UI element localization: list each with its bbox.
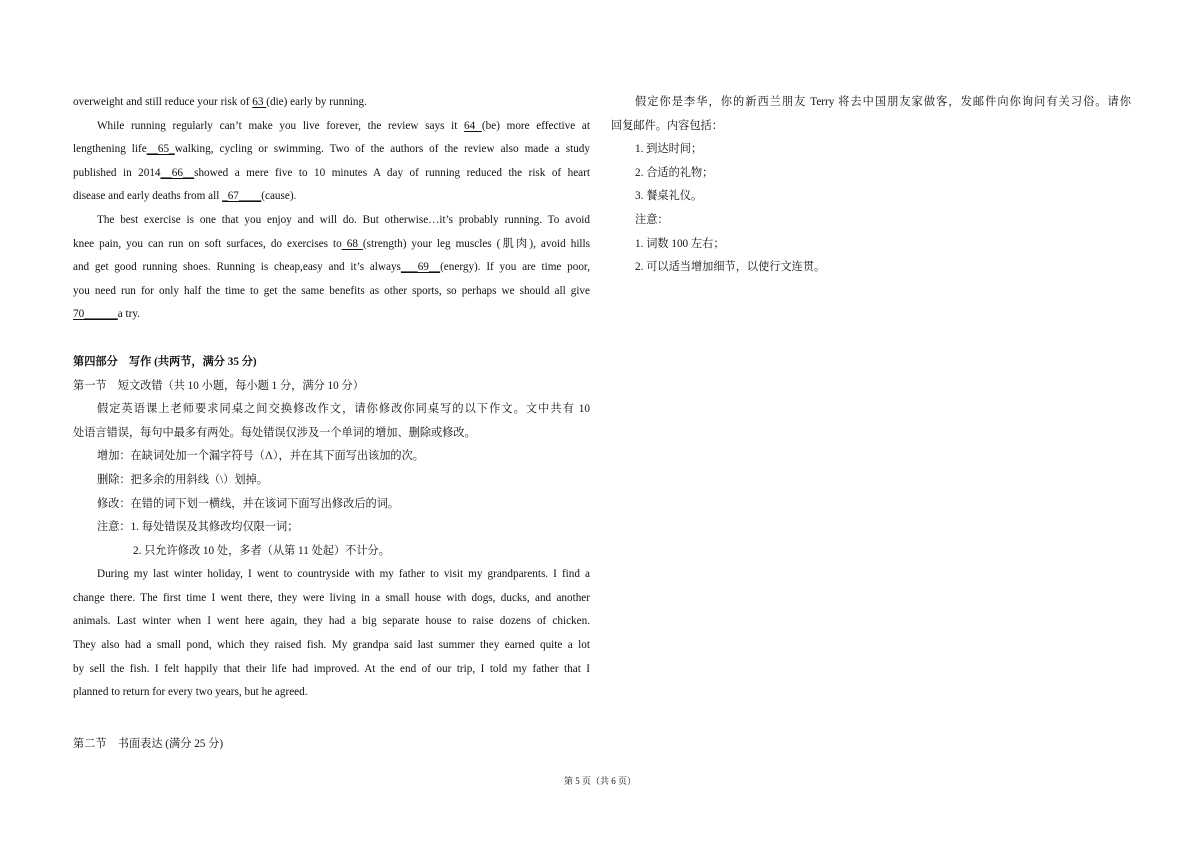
prompt-line: 假定你是李华，你的新西兰朋友 Terry 将去中国朋友家做客，发邮件向你询问有关习俗。请你 (635, 96, 1131, 108)
text-line: disease and early deaths from all _67____(cause). (73, 190, 297, 203)
rule-delete: 删除：把多余的用斜线（\）划掉。 (97, 473, 268, 486)
note-line: 2. 只允许修改 10 处，多者（从第 11 处起）不计分。 (133, 544, 390, 557)
writing-part (73, 351, 590, 563)
blank-66: __66__ (160, 166, 195, 179)
section-title: 第一节 短文改错（共 10 小题，每小题 1 分，满分 10 分） (73, 379, 364, 392)
rule-modify: 修改：在错的词下划一横线，并在该词下面写出修改后的词。 (97, 497, 400, 510)
content-item: 1. 到达时间； (635, 143, 703, 156)
blank-67: _67____ (222, 190, 262, 203)
text-line: and get good running shoes. Running is cheap,easy and it’s always___69__(energy). If you are time poor, (73, 261, 590, 274)
instruction-line: 假定英语课上老师要求同桌之间交换修改作文，请你修改你同桌写的以下作文。文中共有 10 (97, 403, 590, 416)
blank-69: ___69__ (400, 261, 441, 274)
essay-line: During my last winter holiday, I went to countryside with my father to visit my grandparents. I find a (97, 568, 590, 581)
instruction-line: 处语言错误，每句中最多有两处。每处错误仅涉及一个单词的增加、删除或修改。 (73, 426, 476, 439)
text-line: knee pain, you can run on soft surfaces, do exercises to 68 (strength) your leg muscles (肌肉), avoid hills (73, 237, 591, 250)
rule-add: 增加：在缺词处加一个漏字符号（Λ），并在其下面写出该加的次。 (97, 450, 424, 463)
prompt-line: 回复邮件。内容包括： (611, 119, 723, 132)
content-item: 3. 餐桌礼仪。 (635, 190, 703, 203)
essay-line: animals. Last winter when I went here again, they had a big separate house to raise dozens of chicken. (73, 615, 590, 628)
essay-passage (73, 563, 590, 705)
text-line: you need run for only half the time to get the same benefits as other sports, so perhaps we should all give (73, 284, 590, 297)
part-heading: 第四部分 写作 (共两节，满分 35 分) (73, 355, 257, 368)
content-item: 2. 合适的礼物； (635, 166, 714, 179)
text-line: lengthening life__65_walking, cycling or swimming. Two of the authors of the review also made a study (73, 143, 590, 156)
cloze-passage (73, 91, 590, 327)
blank-63: 63 (252, 96, 267, 108)
blank-64: 64 (464, 119, 482, 132)
text-line: The best exercise is one that you enjoy and will do. But otherwise…it’s probably running. To avoid (97, 213, 590, 226)
blank-68: 68 (341, 237, 363, 250)
page-footer: 第 5 页（共 6 页） (563, 776, 636, 786)
essay-line: They also had a small pond, which they raised fish. My grandpa said last summer they earned quite a lot (73, 639, 590, 652)
text-line: published in 2014__66__showed a mere five to 10 minutes A day of running reduced the risk of heart (73, 166, 590, 179)
note-label: 注意： (635, 213, 669, 226)
note-item: 1. 词数 100 左右； (635, 237, 725, 250)
note-line: 注意：1. 每处错误及其修改均仅限一词； (97, 521, 299, 534)
essay-line: planned to return for every two years, but he agreed. (73, 686, 308, 699)
blank-70: 70______ (73, 308, 118, 321)
essay-line: change there. The first time I went there, they were living in a small house with dogs, ducks, and another (73, 591, 590, 604)
text-line: 70______a try. (73, 308, 141, 321)
text-line: While running regularly can’t make you live forever, the review says it 64 (be) more effective at (97, 119, 590, 132)
text-line: overweight and still reduce your risk of 63 (die) early by running. (73, 96, 367, 108)
right-column (611, 91, 1131, 280)
left-column (73, 91, 590, 756)
section-title: 第二节 书面表达 (满分 25 分) (73, 737, 224, 750)
note-item: 2. 可以适当增加细节，以使行文连贯。 (635, 261, 826, 274)
essay-line: by sell the fish. I felt happily that their life had improved. At the end of our trip, I told my father that I (73, 662, 590, 675)
blank-65: __65_ (146, 143, 175, 156)
